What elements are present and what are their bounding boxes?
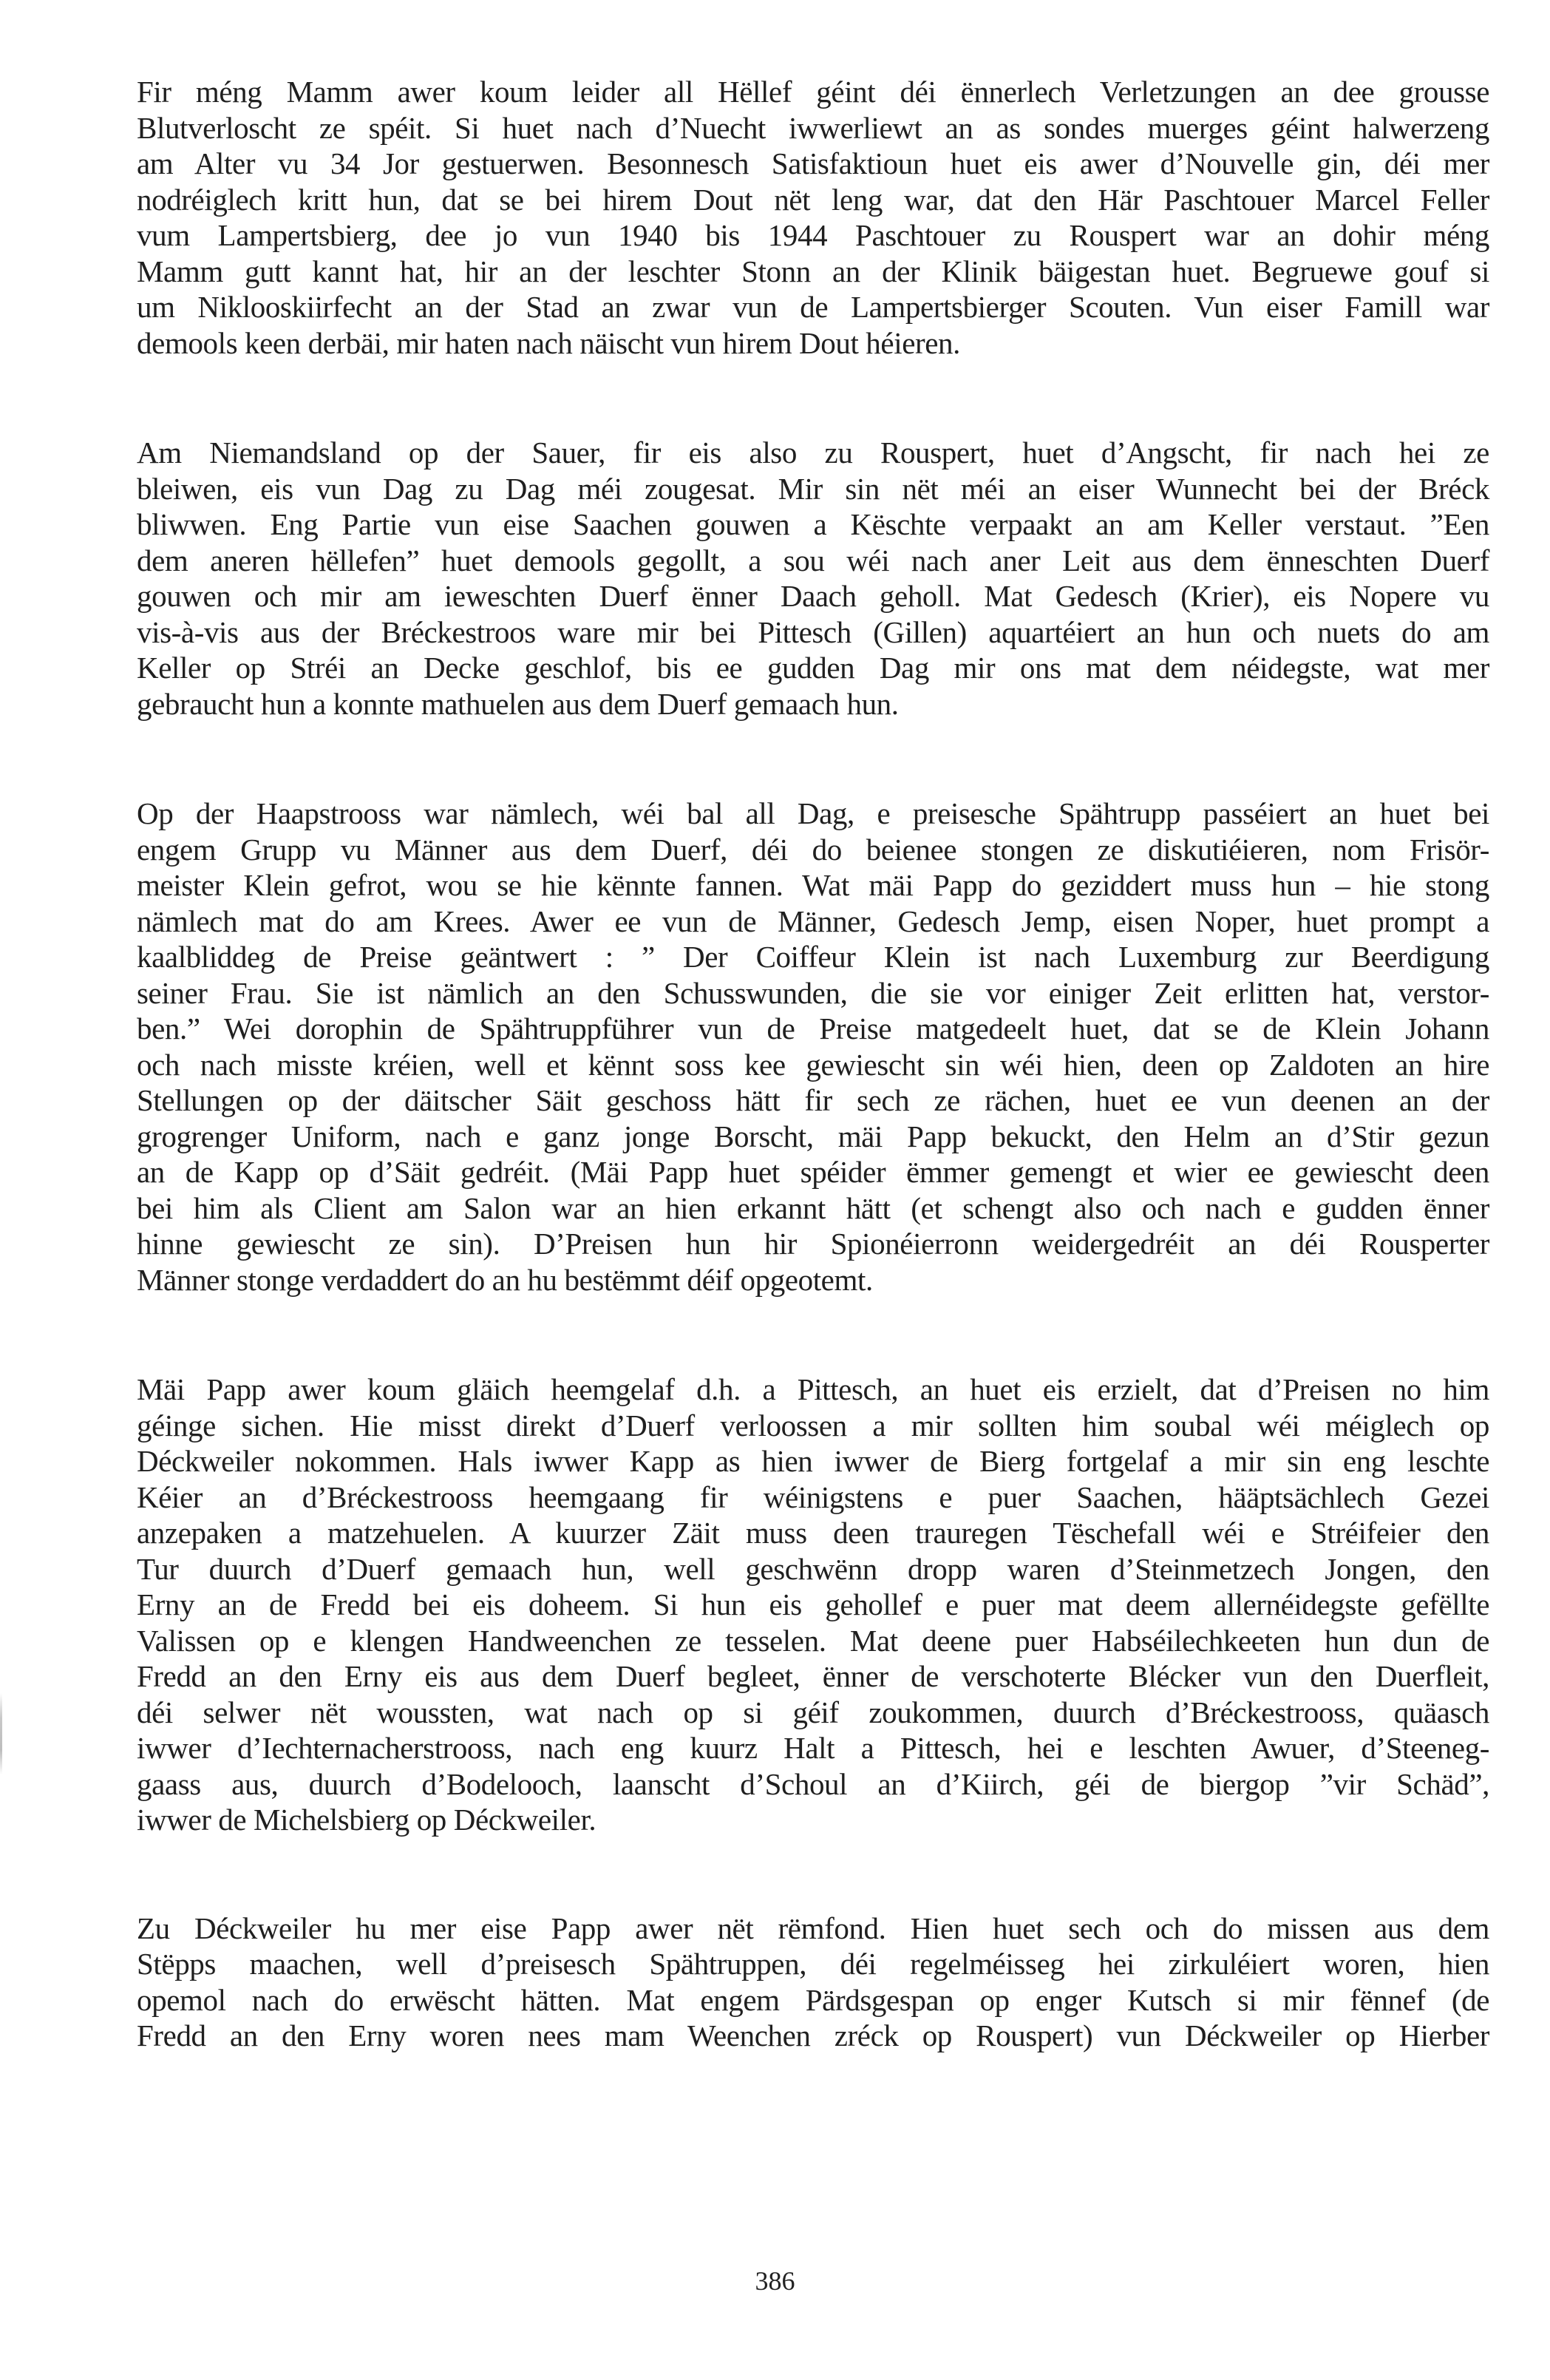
text-line: meister Klein gefrot, wou se hie kënnte fannen. Wat mäi Papp do geziddert muss hun – hie stong	[137, 868, 1489, 902]
text-line: dem aneren hëllefen” huet demools gegollt, a sou wéi nach aner Leit aus dem ënneschten Duerf	[137, 543, 1489, 577]
paragraph-4	[137, 1372, 1489, 1838]
text-line: seiner Frau. Sie ist nämlich an den Schusswunden, die sie vor einiger Zeit erlitten hat, verstor-	[137, 975, 1489, 1010]
text-line: engem Grupp vu Männer aus dem Duerf, déi do beienee stongen ze diskutiéieren, nom Frisör-	[137, 832, 1489, 867]
text-line: demools keen derbäi, mir haten nach näischt vun hirem Dout héieren.	[137, 325, 960, 360]
text-line: Fredd an den Erny woren nees mam Weenchen zréck op Rouspert) vun Déckweiler op Hierber	[137, 2018, 1489, 2052]
text-line: opemol nach do erwëscht hätten. Mat engem Pärdsgespan op enger Kutsch si mir fënnef (de	[137, 1982, 1489, 2017]
text-line: Blutverloscht ze spéit. Si huet nach d’Nuecht iwwerliewt an as sondes muerges géint halwerzeng	[137, 110, 1489, 145]
text-line: Stellungen op der däitscher Säit geschoss hätt fir sech ze rächen, huet ee vun deenen an der	[137, 1083, 1489, 1117]
text-line: bliwwen. Eng Partie vun eise Saachen gouwen a Këschte verpaakt an am Keller verstaut. ”Een	[137, 507, 1489, 541]
text-line: déi selwer nët woussten, wat nach op si géif zoukommen, duurch d’Bréckestrooss, quäasch	[137, 1695, 1489, 1729]
text-line: hinne gewiescht ze sin). D’Preisen hun hir Spionéierronn weidergedréit an déi Rousperter	[137, 1227, 1489, 1261]
text-line: Déckweiler nokommen. Hals iwwer Kapp as hien iwwer de Bierg fortgelaf a mir sin eng leschte	[137, 1444, 1489, 1478]
text-line: vum Lampertsbierg, dee jo vun 1940 bis 1944 Paschtouer zu Rouspert war an dohir méng	[137, 218, 1489, 252]
text-line: am Alter vu 34 Jor gestuerwen. Besonnesch Satisfaktioun huet eis awer d’Nouvelle gin, déi mer	[137, 146, 1489, 180]
text-line: Mäi Papp awer koum gläich heemgelaf d.h. a Pittesch, an huet eis erzielt, dat d’Preisen no him	[137, 1372, 1489, 1406]
text-line: Tur duurch d’Duerf gemaach hun, well geschwënn dropp waren d’Steinmetzech Jongen, den	[137, 1551, 1489, 1586]
text-line: um Niklooskiirfecht an der Stad an zwar vun de Lampertsbierger Scouten. Vun eiser Famill war	[137, 290, 1489, 324]
text-line: Männer stonge verdaddert do an hu bestëmmt déif opgeotemt.	[137, 1262, 873, 1297]
paragraph-1	[137, 74, 1489, 361]
text-line: ben.” Wei dorophin de Spähtruppführer vun de Preise matgedeelt huet, dat se de Klein Johann	[137, 1011, 1489, 1045]
text-line: Kéier an d’Bréckestrooss heemgaang fir wéinigstens e puer Saachen, hääptsächlech Gezei	[137, 1479, 1489, 1514]
text-line: gebraucht hun a konnte mathuelen aus dem Duerf gemaach hun.	[137, 686, 899, 721]
text-line: Keller op Stréi an Decke geschlof, bis ee gudden Dag mir ons mat dem néidegste, wat mer	[137, 651, 1489, 685]
text-line: och nach misste kréien, well et kënnt soss kee gewiescht sin wéi hien, deen op Zaldoten an hire	[137, 1047, 1489, 1082]
text-line: gouwen och mir am ieweschten Duerf ënner Daach geholl. Mat Gedesch (Krier), eis Nopere vu	[137, 579, 1489, 613]
text-line: Mamm gutt kannt hat, hir an der leschter Stonn an der Klinik bäigestan huet. Begruewe gouf si	[137, 254, 1489, 288]
text-line: Stëpps maachen, well d’preisesch Spähtruppen, déi regelméisseg hei zirkuléiert woren, hien	[137, 1947, 1489, 1981]
text-line: iwwer de Michelsbierg op Déckweiler.	[137, 1803, 596, 1837]
text-line: gaass aus, duurch d’Bodelooch, laanscht d’Schoul an d’Kiirch, géi de biergop ”vir Schäd”,	[137, 1766, 1489, 1801]
paragraph-2	[137, 435, 1489, 722]
text-line: Valissen op e klengen Handweenchen ze tesselen. Mat deene puer Habséilechkeeten hun dun de	[137, 1623, 1489, 1658]
text-line: Am Niemandsland op der Sauer, fir eis also zu Rouspert, huet d’Angscht, fir nach hei ze	[137, 435, 1489, 469]
text-line: an de Kapp op d’Säit gedréit. (Mäi Papp huet spéider ëmmer gemengt et wier ee gewiescht deen	[137, 1155, 1489, 1189]
page-number: 386	[755, 2266, 795, 2296]
paragraph-5	[137, 1911, 1489, 2054]
text-line: géinge sichen. Hie misst direkt d’Duerf verloossen a mir sollten him soubal wéi méiglech op	[137, 1408, 1489, 1442]
paragraph-3	[137, 796, 1489, 1298]
text-line: Erny an de Fredd bei eis doheem. Si hun eis gehollef e puer mat deem allernéidegste gefëllte	[137, 1587, 1489, 1621]
text-line: bleiwen, eis vun Dag zu Dag méi zougesat. Mir sin nët méi an eiser Wunnecht bei der Bréck	[137, 471, 1489, 506]
book-page-body	[137, 74, 1489, 2054]
text-line: nodréiglech kritt hun, dat se bei hirem Dout nët leng war, dat den Här Paschtouer Marcel Feller	[137, 182, 1489, 217]
text-line: nämlech mat do am Krees. Awer ee vun de Männer, Gedesch Jemp, eisen Noper, huet prompt a	[137, 903, 1489, 938]
scan-edge-mark	[0, 1693, 2, 1774]
text-line: Op der Haapstrooss war nämlech, wéi bal all Dag, e preisesche Spähtrupp passéiert an huet bei	[137, 796, 1489, 830]
text-line: Fredd an den Erny eis aus dem Duerf begleet, ënner de verschoterte Blécker vun den Duerfleit,	[137, 1659, 1489, 1693]
text-line: anzepaken a matzehuelen. A kuurzer Zäit muss deen trauregen Tëschefall wéi e Stréifeier den	[137, 1516, 1489, 1550]
text-line: bei him als Client am Salon war an hien erkannt hätt (et schengt also och nach e gudden ënner	[137, 1190, 1489, 1225]
text-line: grogrenger Uniform, nach e ganz jonge Borscht, mäi Papp bekuckt, den Helm an d’Stir gezun	[137, 1119, 1489, 1153]
text-line: iwwer d’Iechternacherstrooss, nach eng kuurz Halt a Pittesch, hei e leschten Awuer, d’Steeneg-	[137, 1731, 1489, 1765]
text-line: Fir méng Mamm awer koum leider all Hëllef géint déi ënnerlech Verletzungen an dee grousse	[137, 75, 1489, 109]
text-line: vis-à-vis aus der Bréckestroos ware mir bei Pittesch (Gillen) aquartéiert an hun och nuets do am	[137, 614, 1489, 649]
text-line: kaalbliddeg de Preise geäntwert : ” Der Coiffeur Klein ist nach Luxemburg zur Beerdigung	[137, 940, 1489, 974]
text-line: Zu Déckweiler hu mer eise Papp awer nët rëmfond. Hien huet sech och do missen aus dem	[137, 1911, 1489, 1945]
